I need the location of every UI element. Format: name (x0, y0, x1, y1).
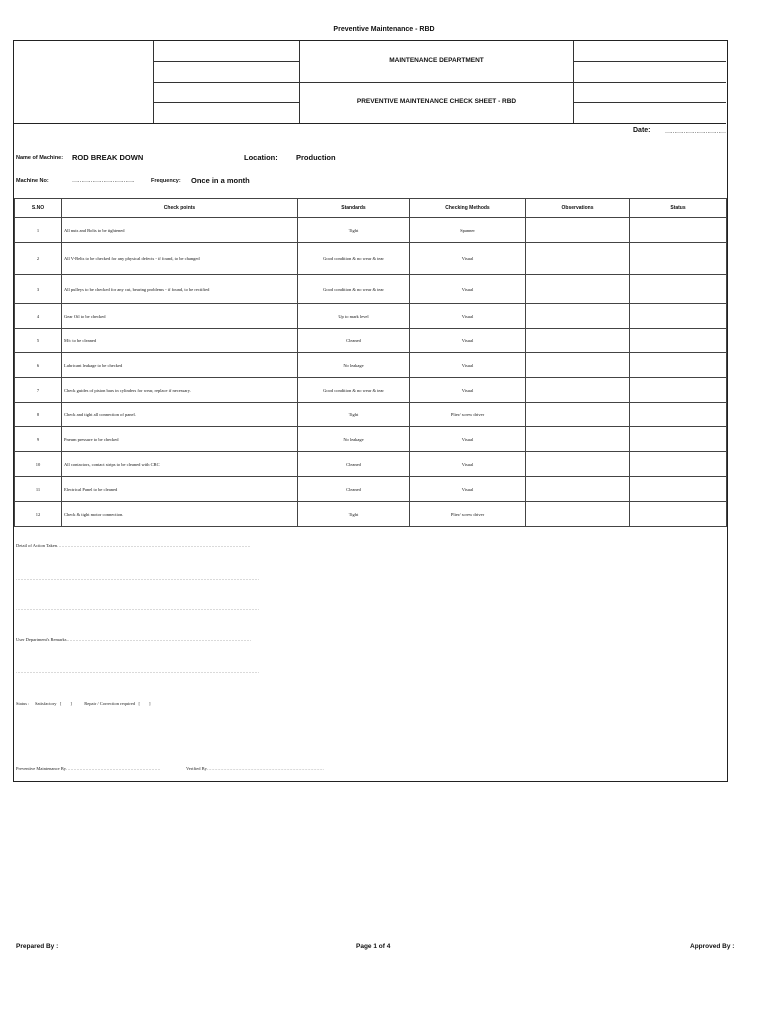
approved-by: Approved By : (690, 943, 735, 950)
status-line[interactable]: Status : Satisfactory [ ] Repair / Correction required [ ] (16, 701, 151, 706)
row-checking-method: Visual (410, 243, 526, 275)
table-row (15, 378, 727, 403)
pm-by-line[interactable]: Preventive Maintenance By……………………………………………………… (16, 766, 161, 771)
row-standard: Tight (298, 403, 410, 427)
date-label: Date: (633, 127, 651, 134)
row-status-cell[interactable] (630, 353, 727, 378)
row-standard: Good condition & no wear & tear (298, 275, 410, 304)
header-divider (299, 82, 573, 83)
col-header-checking-methods: Checking Methods (410, 199, 526, 218)
col-header-check-points: Check points (62, 199, 298, 218)
row-checking-method: Plier/ screw driver (410, 403, 526, 427)
row-checking-method: Spanner (410, 218, 526, 243)
row-sno: 3 (15, 275, 62, 304)
col-header-observations: Observations (526, 199, 630, 218)
blank-line[interactable]: ……………………………………………………………………………………………………………………………………………… (16, 576, 259, 581)
date-field[interactable]: …………………………… (665, 129, 726, 135)
table-row (15, 477, 727, 502)
col-header-status: Status (630, 199, 727, 218)
blank-line[interactable]: ……………………………………………………………………………………………………………………………………………… (16, 669, 259, 674)
row-sno: 12 (15, 502, 62, 527)
location-value: Production (296, 153, 336, 162)
row-sno: 1 (15, 218, 62, 243)
table-row (15, 304, 727, 329)
row-status-cell[interactable] (630, 329, 727, 353)
row-observation-cell[interactable] (526, 452, 630, 477)
frequency-value: Once in a month (191, 176, 250, 185)
table-row (15, 427, 727, 452)
row-check-point: Gear Oil to be checked (62, 304, 298, 329)
action-taken-line[interactable]: Detail of Action Taken………………………………………………………………………………………………………………… (16, 543, 251, 548)
row-sno: 7 (15, 378, 62, 403)
table-header-row (15, 199, 727, 218)
row-check-point: All V-Belts to be checked for any physical defects - if found, to be changed (62, 243, 298, 275)
row-status-cell[interactable] (630, 218, 727, 243)
sheet-header (14, 41, 726, 124)
row-check-point: Pneum pressure to be checked (62, 427, 298, 452)
row-standard: Good condition & no wear & tear (298, 378, 410, 403)
check-sheet-frame (13, 40, 728, 782)
row-status-cell[interactable] (630, 452, 727, 477)
row-sno: 5 (15, 329, 62, 353)
col-header-standards: Standards (298, 199, 410, 218)
blank-line[interactable]: ……………………………………………………………………………………………………………………………………………… (16, 606, 259, 611)
machine-name-value: ROD BREAK DOWN (72, 153, 144, 162)
header-divider (573, 102, 726, 103)
row-checking-method: Visual (410, 353, 526, 378)
verified-by-line[interactable]: Verified By…………………………………………………………………… (186, 766, 324, 771)
header-divider (573, 61, 726, 62)
department-name: MAINTENANCE DEPARTMENT (389, 57, 484, 64)
location-label: Location: (244, 153, 278, 162)
row-status-cell[interactable] (630, 477, 727, 502)
row-status-cell[interactable] (630, 502, 727, 527)
machine-no-field[interactable]: ……………………………. (72, 178, 134, 184)
row-sno: 10 (15, 452, 62, 477)
row-checking-method: Visual (410, 304, 526, 329)
row-observation-cell[interactable] (526, 477, 630, 502)
row-sno: 2 (15, 243, 62, 275)
row-status-cell[interactable] (630, 378, 727, 403)
machine-name-label: Name of Machine: (16, 155, 64, 161)
row-checking-method: Visual (410, 452, 526, 477)
table-row (15, 353, 727, 378)
row-sno: 11 (15, 477, 62, 502)
frequency-label: Frequency: (151, 178, 181, 184)
row-standard: Cleaned (298, 477, 410, 502)
row-checking-method: Visual (410, 329, 526, 353)
row-checking-method: Visual (410, 477, 526, 502)
row-check-point: Check guides of piston bars in cylinders for wear, replace if necessary. (62, 378, 298, 403)
table-row (15, 452, 727, 477)
row-observation-cell[interactable] (526, 378, 630, 403)
row-check-point: All nuts and Bolts to be tightened (62, 218, 298, 243)
row-status-cell[interactable] (630, 243, 727, 275)
machine-no-label: Machine No: (16, 178, 49, 184)
row-status-cell[interactable] (630, 427, 727, 452)
row-check-point: Electrical Panel to be cleaned (62, 477, 298, 502)
prepared-by: Prepared By : (16, 943, 59, 950)
row-observation-cell[interactable] (526, 275, 630, 304)
row-observation-cell[interactable] (526, 329, 630, 353)
table-row (15, 403, 727, 427)
row-observation-cell[interactable] (526, 403, 630, 427)
page-number: Page 1 of 4 (356, 943, 391, 950)
row-sno: 9 (15, 427, 62, 452)
table-row (15, 502, 727, 527)
row-observation-cell[interactable] (526, 243, 630, 275)
row-standard: Tight (298, 502, 410, 527)
sheet-title: PREVENTIVE MAINTENANCE CHECK SHEET - RBD (356, 98, 517, 105)
row-observation-cell[interactable] (526, 218, 630, 243)
row-standard: Cleaned (298, 329, 410, 353)
row-observation-cell[interactable] (526, 304, 630, 329)
row-status-cell[interactable] (630, 304, 727, 329)
row-checking-method: Visual (410, 378, 526, 403)
row-standard: Good condition & no wear & tear (298, 243, 410, 275)
row-standard: Tight (298, 218, 410, 243)
table-row (15, 243, 727, 275)
row-observation-cell[interactable] (526, 353, 630, 378)
row-observation-cell[interactable] (526, 427, 630, 452)
row-standard: Up to mark level (298, 304, 410, 329)
header-divider (153, 102, 299, 103)
row-check-point: Check and tight all connection of panel. (62, 403, 298, 427)
header-divider (153, 82, 299, 83)
row-check-point: M/c to be cleaned (62, 329, 298, 353)
row-check-point: All contactors, contact strips to be cleaned with CRC (62, 452, 298, 477)
row-checking-method: Plier/ screw driver (410, 502, 526, 527)
row-sno: 6 (15, 353, 62, 378)
row-standard: No leakage (298, 427, 410, 452)
row-checking-method: Visual (410, 275, 526, 304)
document-title: Preventive Maintenance - RBD (333, 26, 435, 33)
header-divider (573, 82, 726, 83)
header-divider (153, 61, 299, 62)
row-status-cell[interactable] (630, 275, 727, 304)
row-sno: 4 (15, 304, 62, 329)
row-check-point: Check & tight motor connection. (62, 502, 298, 527)
row-observation-cell[interactable] (526, 502, 630, 527)
row-check-point: All pulleys to be checked for any cut, bearing problems - if found, to be rectified (62, 275, 298, 304)
row-checking-method: Visual (410, 427, 526, 452)
row-check-point: Lubricant leakage to be checked (62, 353, 298, 378)
row-standard: Cleaned (298, 452, 410, 477)
row-standard: No leakage (298, 353, 410, 378)
col-header-sno: S.NO (15, 199, 62, 218)
table-row (15, 275, 727, 304)
row-status-cell[interactable] (630, 403, 727, 427)
row-sno: 8 (15, 403, 62, 427)
table-row (15, 329, 727, 353)
table-row (15, 218, 727, 243)
user-remarks-line[interactable]: User Department's Remarks…………………………………………………………………………………………………………… (16, 637, 252, 642)
checkpoints-table (14, 198, 727, 527)
